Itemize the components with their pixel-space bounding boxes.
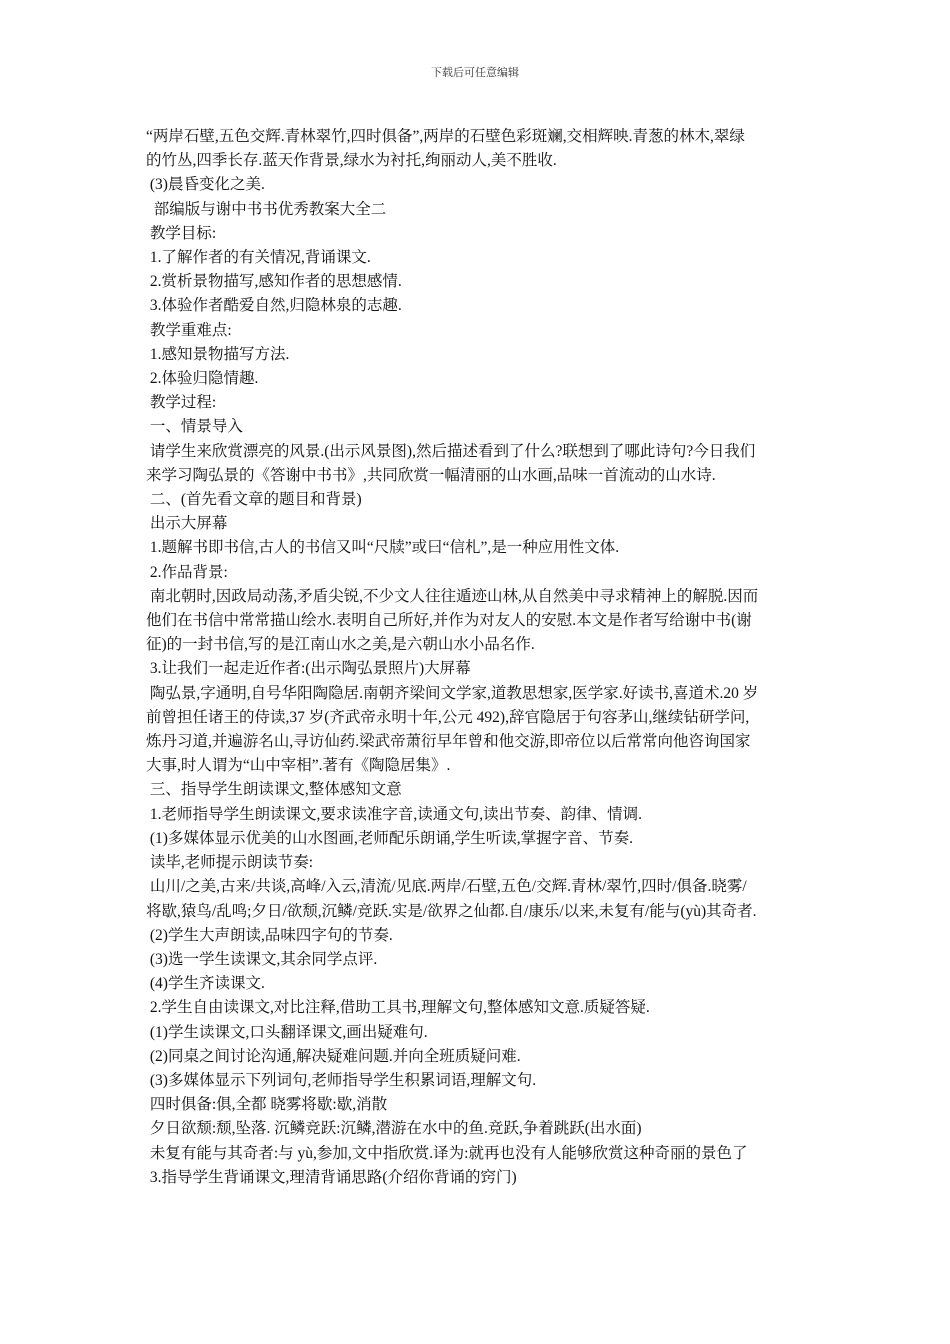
text-line: (3)多媒体显示下列词句,老师指导学生积累词语,理解文句. (146, 1071, 537, 1089)
text-line: 出示大屏幕 (146, 515, 228, 533)
text-line: 教学过程: (146, 394, 217, 412)
text-line: 请学生来欣赏漂亮的风景.(出示风景图),然后描述看到了什么?联想到了哪此诗句?今日我们 (146, 442, 756, 460)
text-line: (3)晨昏变化之美. (146, 176, 265, 194)
text-line: 2.学生自由读课文,对比注释,借助工具书,理解文句,整体感知文意.质疑答疑. (146, 999, 650, 1017)
text-line: 1.了解作者的有关情况,背诵课文. (146, 249, 371, 267)
text-line: “两岸石壁,五色交辉.青林翠竹,四时俱备”,两岸的石壁色彩斑斓,交相辉映.青葱的林木,翠绿 (146, 128, 745, 145)
text-line: 将歇,猿鸟/乱鸣;夕日/欲颓,沉鳞/竞跃.实是/欲界之仙都.自/康乐/以来,未复有/能与(yù)其奇者. (146, 902, 757, 920)
text-line: 1.老师指导学生朗读课文,要求读准字音,读通文句,读出节奏、韵律、情调. (146, 805, 643, 823)
text-line: 教学重难点: (146, 321, 232, 339)
page-header: 下载后可任意编辑 (431, 66, 519, 79)
text-line: 来学习陶弘景的《答谢中书书》,共同欣赏一幅清丽的山水画,品味一首流动的山水诗. (146, 466, 716, 484)
text-line: 夕日欲颓:颓,坠落. 沉鳞竞跃:沉鳞,潜游在水中的鱼.竞跃,争着跳跃(出水面) (146, 1120, 642, 1138)
text-line: 南北朝时,因政局动荡,矛盾尖锐,不少文人往往遁迹山林,从自然美中寻求精神上的解脱.因而 (146, 587, 759, 605)
text-line: 炼丹习道,并遍游名山,寻访仙药.梁武帝萧衍早年曾和他交游,即帝位以后常常向他咨询国家 (146, 733, 751, 751)
text-line: 征)的一封书信,写的是江南山水之美,是六朝山水小品名作. (146, 636, 535, 654)
text-line: 3.让我们一起走近作者:(出示陶弘景照片)大屏幕 (146, 660, 471, 678)
text-line: 1.感知景物描写方法. (146, 345, 290, 363)
text-line: 陶弘景,字通明,自号华阳陶隐居.南朝齐梁间文学家,道教思想家,医学家.好读书,喜道术.20 岁 (146, 684, 759, 702)
text-line: (1)学生读课文,口头翻译课文,画出疑难句. (146, 1023, 428, 1041)
text-line: 二、(首先看文章的题目和背景) (146, 491, 362, 509)
text-line: 部编版与谢中书书优秀教案大全二 (146, 200, 387, 218)
text-line: 读毕,老师提示朗读节奏: (146, 854, 314, 872)
text-line: 2.体验归隐情趣. (146, 370, 259, 388)
text-line: (3)选一学生读课文,其余同学点评. (146, 950, 378, 968)
text-line: (1)多媒体显示优美的山水图画,老师配乐朗诵,学生听读,掌握字音、节奏. (146, 829, 633, 847)
text-line: 三、指导学生朗读课文,整体感知文意 (146, 781, 402, 799)
text-line: 2.作品背景: (146, 563, 228, 581)
text-line: 他们在书信中常常描山绘水.表明自己所好,并作为对友人的安慰.本文是作者写给谢中书(谢 (146, 612, 752, 630)
document-body (146, 125, 810, 1190)
text-line: 1.题解书即书信,古人的书信又叫“尺牍”或曰“信札”,是一种应用性文体. (146, 539, 620, 557)
text-line: 3.指导学生背诵课文,理清背诵思路(介绍你背诵的窍门) (146, 1168, 517, 1186)
text-line: 2.赏析景物描写,感知作者的思想感情. (146, 273, 402, 291)
text-line: (4)学生齐读课文. (146, 975, 265, 993)
text-line: 大事,时人谓为“山中宰相”.著有《陶隐居集》. (146, 757, 451, 775)
text-line: (2)学生大声朗读,品味四字句的节奏. (146, 926, 393, 944)
text-line: 四时俱备:俱,全都 晓雾将歇:歇,消散 (146, 1096, 388, 1114)
text-line: 一、情景导入 (146, 418, 243, 436)
text-line: 未复有能与其奇者:与 yù,参加,文中指欣赏.译为:就再也没有人能够欣赏这种奇丽的景色了 (146, 1144, 748, 1162)
text-line: 前曾担任诸王的侍读,37 岁(齐武帝永明十年,公元 492),辞官隐居于句容茅山,继续钻研学问, (146, 708, 750, 726)
text-line: 山川/之美,古来/共谈,高峰/入云,清流/见底.两岸/石壁,五色/交辉.青林/翠竹,四时/俱备.晓雾/ (146, 878, 747, 896)
text-line: 3.体验作者酷爱自然,归隐林泉的志趣. (146, 297, 402, 315)
text-line: (2)同桌之间讨论沟通,解决疑难问题.并向全班质疑问难. (146, 1047, 521, 1065)
text-line: 的竹丛,四季长存.蓝天作背景,绿水为衬托,绚丽动人,美不胜收. (146, 152, 557, 170)
text-line: 教学目标: (146, 224, 217, 242)
